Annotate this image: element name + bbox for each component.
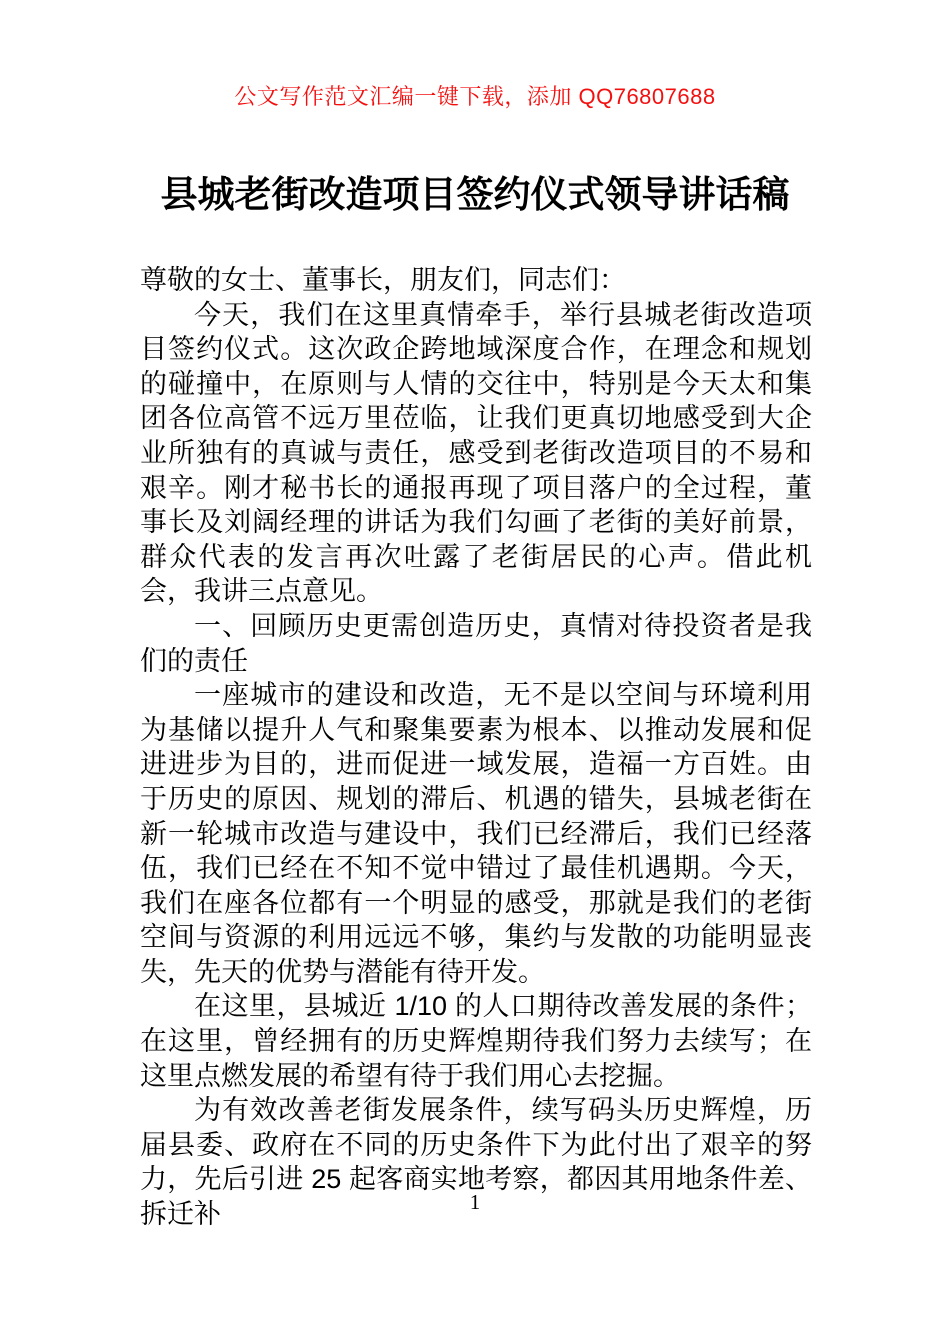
document-body bbox=[140, 263, 812, 1232]
promo-banner-text: 公文写作范文汇编一键下载，添加 QQ76807688 bbox=[234, 84, 716, 109]
paragraph-past-efforts: 为有效改善老街发展条件，续写码头历史辉煌，历届县委、政府在不同的历史条件下为此付出了艰辛的努力，先后引进 25 起客商实地考察，都因其用地条件差、拆迁补 bbox=[140, 1095, 812, 1230]
paragraph-population-expectation: 在这里，县城近 1/10 的人口期待改善发展的条件；在这里，曾经拥有的历史辉煌期待我们努力去续写；在这里点燃发展的希望有待于我们用心去挖掘。 bbox=[140, 991, 812, 1091]
paragraph-city-construction: 一座城市的建设和改造，无不是以空间与环境利用为基储以提升人气和聚集要素为根本、以推动发展和促进进步为目的，进而促进一域发展，造福一方百姓。由于历史的原因、规划的滞后、机遇的错失，县城老街在新一轮城市改造与建设中，我们已经滞后，我们已经落伍，我们已经在不知不觉中错过了最佳机遇期。今天，我们在座各位都有一个明显的感受，那就是我们的老街空间与资源的利用远远不够，集约与发散的功能明显丧失，先天的优势与潜能有待开发。 bbox=[140, 680, 812, 987]
document-title: 县城老街改造项目签约仪式领导讲话稿 bbox=[160, 174, 790, 215]
paragraph-salutation: 尊敬的女士、董事长，朋友们，同志们： bbox=[140, 265, 626, 295]
page-number: 1 bbox=[469, 1190, 481, 1214]
paragraph-section-heading: 一、回顾历史更需创造历史，真情对待投资者是我们的责任 bbox=[140, 610, 812, 676]
paragraph-opening: 今天，我们在这里真情牵手，举行县城老街改造项目签约仪式。这次政企跨地域深度合作，在理念和规划的碰撞中，在原则与人情的交往中，特别是今天太和集团各位高管不远万里莅临，让我们更真切地感受到大企业所独有的真诚与责任，感受到老街改造项目的不易和艰辛。刚才秘书长的通报再现了项目落户的全过程，董事长及刘阔经理的讲话为我们勾画了老街的美好前景，群众代表的发言再次吐露了老街居民的心声。借此机会，我讲三点意见。 bbox=[140, 299, 812, 607]
